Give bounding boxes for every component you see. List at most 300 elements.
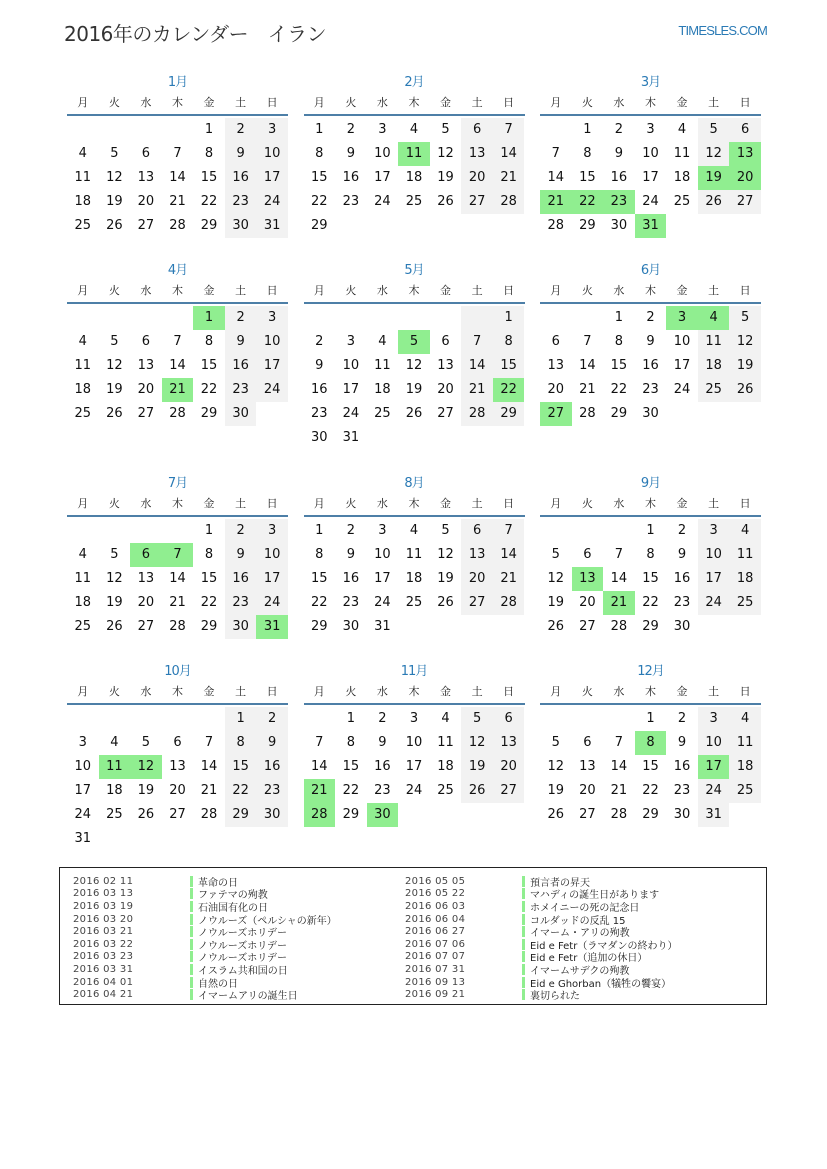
holiday-name: 革命の日 — [198, 877, 238, 889]
day-cell: 29 — [200, 406, 218, 421]
day-cell: 15 — [642, 571, 659, 586]
day-cell: 30 — [225, 615, 257, 639]
day-cell: 3 — [256, 118, 288, 142]
empty-day-cell — [572, 707, 604, 731]
day-cell: 23 — [225, 190, 257, 214]
empty-day-cell — [256, 402, 288, 426]
weekday-label: 金 — [203, 497, 215, 510]
day-cell: 25 — [374, 406, 391, 421]
day-cell: 9 — [614, 146, 624, 161]
empty-day-cell — [729, 214, 761, 238]
day-cell: 23 — [225, 378, 257, 402]
day-cell: 13 — [572, 567, 604, 591]
day-cell: 18 — [405, 571, 423, 586]
empty-day-cell — [130, 118, 162, 142]
weekday-label: 月 — [313, 685, 325, 698]
day-cell: 27 — [540, 402, 572, 426]
weekday-label: 月 — [313, 284, 325, 297]
day-cell: 21 — [169, 194, 186, 209]
day-cell: 18 — [729, 755, 761, 779]
holiday-date: 2016 07 07 — [405, 951, 466, 963]
empty-day-cell — [461, 306, 493, 330]
day-cell: 23 — [311, 406, 328, 421]
empty-day-cell — [130, 306, 162, 330]
empty-day-cell — [99, 707, 131, 731]
day-cell: 3 — [346, 334, 355, 349]
day-cell: 6 — [441, 334, 450, 349]
week-row — [67, 214, 288, 238]
week-row — [67, 543, 288, 567]
day-cell: 12 — [547, 571, 565, 586]
week-row — [304, 543, 525, 567]
empty-day-cell — [461, 615, 493, 639]
weekday-label: 金 — [676, 685, 688, 698]
day-cell: 6 — [461, 118, 493, 142]
empty-day-cell — [67, 306, 99, 330]
day-cell: 3 — [78, 735, 87, 750]
day-cell: 1 — [204, 523, 214, 538]
day-cell: 12 — [461, 731, 493, 755]
day-cell: 25 — [405, 595, 423, 610]
weekday-label: 火 — [581, 497, 593, 510]
holiday-name: イスラム共和国の日 — [198, 965, 288, 977]
day-cell: 5 — [141, 735, 151, 750]
day-cell: 21 — [304, 779, 336, 803]
day-cell: 14 — [610, 571, 628, 586]
holiday-marker — [522, 888, 525, 899]
holiday-date: 2016 09 21 — [405, 989, 466, 1001]
weekday-label: 木 — [644, 96, 656, 109]
day-cell: 18 — [74, 194, 92, 209]
day-cell: 8 — [646, 547, 655, 562]
day-cell: 9 — [315, 358, 324, 373]
day-cell: 12 — [130, 755, 162, 779]
day-cell: 11 — [673, 146, 691, 161]
weekday-label: 土 — [235, 284, 247, 297]
holiday-name: Eid e Fetr（ラマダンの終わり） — [530, 940, 678, 952]
day-cell: 4 — [78, 547, 87, 562]
month-calendar — [540, 474, 761, 662]
weekday-label: 金 — [676, 284, 688, 297]
weekday-header — [304, 280, 525, 304]
day-cell: 26 — [106, 619, 123, 634]
holiday-date: 2016 06 04 — [405, 913, 466, 925]
day-cell: 31 — [342, 430, 360, 445]
empty-day-cell — [493, 615, 525, 639]
day-cell: 20 — [579, 783, 596, 798]
day-cell: 29 — [200, 218, 218, 233]
week-row — [67, 166, 288, 190]
weekday-label: 木 — [171, 685, 183, 698]
week-row — [304, 306, 525, 330]
day-cell: 26 — [547, 619, 565, 634]
day-cell: 16 — [225, 354, 257, 378]
day-cell: 28 — [547, 218, 565, 233]
weekday-label: 日 — [739, 284, 751, 297]
day-cell: 14 — [493, 142, 525, 166]
holiday-date: 2016 07 06 — [405, 938, 466, 950]
holiday-marker — [190, 951, 193, 962]
day-cell: 13 — [461, 142, 493, 166]
weekday-label: 月 — [550, 96, 562, 109]
day-cell: 16 — [374, 759, 391, 774]
weekday-label: 金 — [440, 497, 452, 510]
day-cell: 10 — [256, 330, 288, 354]
day-cell: 29 — [311, 218, 328, 233]
holiday-marker — [522, 926, 525, 937]
day-cell: 7 — [551, 146, 560, 161]
week-row — [67, 567, 288, 591]
holiday-name: ファテマの殉教 — [198, 890, 268, 902]
day-cell: 9 — [225, 330, 257, 354]
weekday-label: 水 — [613, 685, 625, 698]
holiday-marker — [190, 914, 193, 925]
empty-day-cell — [67, 519, 99, 543]
day-cell: 31 — [74, 831, 92, 846]
month-name: 5月 — [404, 263, 424, 278]
day-cell: 27 — [169, 807, 186, 822]
day-cell: 28 — [169, 218, 186, 233]
day-cell: 2 — [378, 711, 387, 726]
day-cell: 13 — [137, 571, 155, 586]
empty-day-cell — [130, 707, 162, 731]
day-cell: 15 — [610, 358, 628, 373]
day-cell: 24 — [673, 382, 691, 397]
month-calendar — [67, 261, 288, 449]
day-cell: 16 — [610, 170, 628, 185]
day-cell: 5 — [551, 735, 560, 750]
day-cell: 26 — [461, 779, 493, 803]
week-row — [540, 354, 761, 378]
month-weeks — [67, 705, 288, 851]
day-cell: 7 — [315, 735, 324, 750]
weekday-label: 月 — [77, 284, 89, 297]
day-cell: 2 — [677, 523, 687, 538]
day-cell: 12 — [106, 358, 123, 373]
holiday-date: 2016 03 20 — [73, 913, 134, 925]
day-cell: 4 — [729, 707, 761, 731]
day-cell: 7 — [614, 547, 624, 562]
day-cell: 22 — [642, 595, 659, 610]
day-cell: 11 — [99, 755, 131, 779]
day-cell: 3 — [256, 519, 288, 543]
empty-day-cell — [304, 306, 336, 330]
day-cell: 20 — [137, 382, 155, 397]
weekday-label: 水 — [376, 96, 388, 109]
week-row — [540, 142, 761, 166]
week-row — [67, 827, 288, 851]
day-cell: 14 — [169, 571, 186, 586]
day-cell: 15 — [200, 358, 218, 373]
holiday-date: 2016 05 22 — [405, 888, 466, 900]
day-cell: 7 — [173, 334, 182, 349]
week-row — [540, 755, 761, 779]
empty-day-cell — [666, 214, 698, 238]
day-cell: 13 — [547, 358, 565, 373]
day-cell: 10 — [642, 146, 659, 161]
day-cell: 17 — [374, 571, 391, 586]
day-cell: 3 — [409, 711, 419, 726]
holiday-marker — [190, 989, 193, 1000]
day-cell: 24 — [374, 595, 391, 610]
month-calendar — [540, 73, 761, 261]
weekday-label: 木 — [171, 497, 183, 510]
empty-day-cell — [162, 118, 194, 142]
weekday-label: 日 — [266, 284, 278, 297]
holiday-date: 2016 02 11 — [73, 875, 134, 887]
day-cell: 2 — [315, 334, 324, 349]
day-cell: 14 — [493, 543, 525, 567]
empty-day-cell — [729, 615, 761, 639]
day-cell: 20 — [729, 166, 761, 190]
weekday-label: 金 — [676, 96, 688, 109]
month-name: 6月 — [640, 263, 661, 278]
day-cell: 17 — [673, 358, 691, 373]
day-cell: 24 — [374, 194, 391, 209]
day-cell: 27 — [461, 190, 493, 214]
week-row — [304, 615, 525, 639]
holiday-date: 2016 05 05 — [405, 875, 466, 887]
empty-day-cell — [603, 519, 635, 543]
empty-day-cell — [304, 707, 336, 731]
day-cell: 27 — [137, 619, 155, 634]
holiday-marker — [190, 939, 193, 950]
empty-day-cell — [162, 519, 194, 543]
day-cell: 5 — [110, 547, 119, 562]
holiday-list-column-left — [73, 875, 337, 1001]
day-cell: 28 — [579, 406, 596, 421]
weekday-label: 水 — [140, 284, 152, 297]
week-row — [540, 166, 761, 190]
holiday-name: 裏切られた — [530, 991, 580, 1003]
day-cell: 23 — [673, 783, 691, 798]
week-row — [540, 567, 761, 591]
day-cell: 21 — [603, 591, 635, 615]
weekday-header — [67, 493, 288, 517]
day-cell: 15 — [311, 170, 328, 185]
day-cell: 8 — [204, 146, 214, 161]
day-cell: 6 — [141, 146, 151, 161]
week-row — [540, 707, 761, 731]
day-cell: 11 — [698, 330, 730, 354]
empty-day-cell — [430, 306, 462, 330]
weekday-label: 水 — [140, 96, 152, 109]
day-cell: 7 — [493, 519, 525, 543]
month-name: 10月 — [164, 664, 191, 679]
empty-day-cell — [99, 827, 131, 851]
day-cell: 18 — [729, 567, 761, 591]
empty-day-cell — [130, 519, 162, 543]
day-cell: 15 — [311, 571, 328, 586]
weekday-label: 火 — [345, 96, 357, 109]
day-cell: 4 — [677, 122, 687, 137]
empty-day-cell — [130, 827, 162, 851]
day-cell: 25 — [698, 378, 730, 402]
day-cell: 6 — [461, 519, 493, 543]
week-row — [304, 354, 525, 378]
week-row — [540, 402, 761, 426]
weekday-label: 金 — [203, 685, 215, 698]
weekday-label: 月 — [313, 96, 325, 109]
day-cell: 25 — [437, 783, 454, 798]
day-cell: 9 — [346, 547, 355, 562]
month-weeks — [67, 304, 288, 426]
day-cell: 4 — [409, 523, 419, 538]
empty-day-cell — [493, 214, 525, 238]
empty-day-cell — [398, 306, 430, 330]
week-row — [304, 426, 525, 450]
day-cell: 13 — [137, 170, 155, 185]
holiday-list-column-right — [405, 875, 677, 1001]
week-row — [67, 755, 288, 779]
day-cell: 20 — [547, 382, 565, 397]
day-cell: 22 — [200, 382, 218, 397]
day-cell: 7 — [493, 118, 525, 142]
day-cell: 21 — [493, 567, 525, 591]
day-cell: 10 — [374, 547, 391, 562]
day-cell: 19 — [106, 595, 123, 610]
day-cell: 31 — [256, 615, 288, 639]
empty-day-cell — [666, 402, 698, 426]
weekday-label: 日 — [503, 96, 515, 109]
weekday-label: 月 — [77, 497, 89, 510]
day-cell: 2 — [256, 707, 288, 731]
day-cell: 27 — [437, 406, 454, 421]
brand-logo-text[interactable]: TIMESLES.COM — [678, 23, 767, 38]
month-calendar — [67, 474, 288, 662]
day-cell: 27 — [137, 406, 155, 421]
day-cell: 27 — [461, 591, 493, 615]
day-cell: 16 — [342, 571, 360, 586]
day-cell: 10 — [342, 358, 360, 373]
weekday-label: 土 — [708, 96, 720, 109]
day-cell: 21 — [162, 378, 194, 402]
holiday-marker — [190, 977, 193, 988]
day-cell: 19 — [729, 354, 761, 378]
weekday-label: 金 — [203, 284, 215, 297]
weekday-label: 水 — [376, 497, 388, 510]
empty-day-cell — [461, 214, 493, 238]
weekday-label: 火 — [108, 685, 120, 698]
day-cell: 15 — [642, 759, 659, 774]
week-row — [67, 190, 288, 214]
week-row — [67, 803, 288, 827]
day-cell: 11 — [74, 358, 92, 373]
day-cell: 1 — [225, 707, 257, 731]
day-cell: 10 — [256, 142, 288, 166]
weekday-label: 水 — [613, 497, 625, 510]
day-cell: 30 — [367, 803, 399, 827]
empty-day-cell — [430, 803, 462, 827]
day-cell: 30 — [673, 619, 691, 634]
day-cell: 17 — [698, 567, 730, 591]
week-row — [540, 803, 761, 827]
day-cell: 7 — [461, 330, 493, 354]
day-cell: 13 — [137, 358, 155, 373]
holiday-name: Eid e Ghorban（犠牲の饗宴） — [530, 978, 672, 990]
day-cell: 12 — [106, 170, 123, 185]
day-cell: 2 — [677, 711, 687, 726]
day-cell: 18 — [74, 382, 92, 397]
empty-day-cell — [461, 426, 493, 450]
weekday-label: 日 — [739, 96, 751, 109]
holiday-list-box — [59, 867, 767, 1005]
month-calendar — [540, 261, 761, 449]
day-cell: 16 — [225, 166, 257, 190]
day-cell: 30 — [673, 807, 691, 822]
day-cell: 15 — [493, 354, 525, 378]
day-cell: 27 — [729, 190, 761, 214]
day-cell: 19 — [106, 194, 123, 209]
day-cell: 10 — [698, 731, 730, 755]
day-cell: 12 — [698, 142, 730, 166]
day-cell: 21 — [493, 166, 525, 190]
day-cell: 10 — [74, 759, 92, 774]
empty-day-cell — [256, 827, 288, 851]
day-cell: 14 — [579, 358, 596, 373]
holiday-marker — [190, 876, 193, 887]
day-cell: 23 — [374, 783, 391, 798]
week-row — [540, 519, 761, 543]
holiday-name: ノウルーズホリデー — [198, 928, 287, 940]
day-cell: 8 — [493, 330, 525, 354]
day-cell: 31 — [256, 214, 288, 238]
month-name: 11月 — [400, 664, 428, 679]
week-row — [540, 591, 761, 615]
day-cell: 8 — [315, 146, 324, 161]
month-grid — [67, 73, 761, 875]
day-cell: 28 — [304, 803, 336, 827]
day-cell: 3 — [378, 122, 387, 137]
month-weeks — [540, 304, 761, 426]
day-cell: 28 — [493, 190, 525, 214]
holiday-date: 2016 04 01 — [73, 976, 134, 988]
day-cell: 4 — [378, 334, 387, 349]
day-cell: 4 — [110, 735, 119, 750]
day-cell: 30 — [610, 218, 628, 233]
day-cell: 19 — [547, 595, 565, 610]
day-cell: 21 — [610, 783, 628, 798]
day-cell: 20 — [461, 166, 493, 190]
day-cell: 11 — [398, 142, 430, 166]
weekday-label: 日 — [266, 685, 278, 698]
day-cell: 19 — [106, 382, 123, 397]
day-cell: 19 — [405, 382, 423, 397]
day-cell: 15 — [342, 759, 360, 774]
month-calendar — [304, 474, 525, 662]
day-cell: 18 — [405, 170, 423, 185]
day-cell: 12 — [437, 146, 454, 161]
day-cell: 27 — [137, 218, 155, 233]
weekday-label: 木 — [408, 96, 420, 109]
month-calendar — [304, 73, 525, 261]
day-cell: 17 — [405, 759, 423, 774]
day-cell: 6 — [551, 334, 560, 349]
day-cell: 13 — [461, 543, 493, 567]
month-weeks — [304, 116, 525, 238]
weekday-label: 日 — [739, 685, 751, 698]
holiday-marker — [522, 989, 525, 1000]
day-cell: 17 — [256, 166, 288, 190]
day-cell: 16 — [673, 571, 691, 586]
weekday-label: 水 — [613, 96, 625, 109]
day-cell: 3 — [646, 122, 655, 137]
day-cell: 21 — [200, 783, 218, 798]
day-cell: 23 — [603, 190, 635, 214]
day-cell: 20 — [579, 595, 596, 610]
month-name: 1月 — [167, 75, 188, 90]
day-cell: 14 — [311, 759, 328, 774]
